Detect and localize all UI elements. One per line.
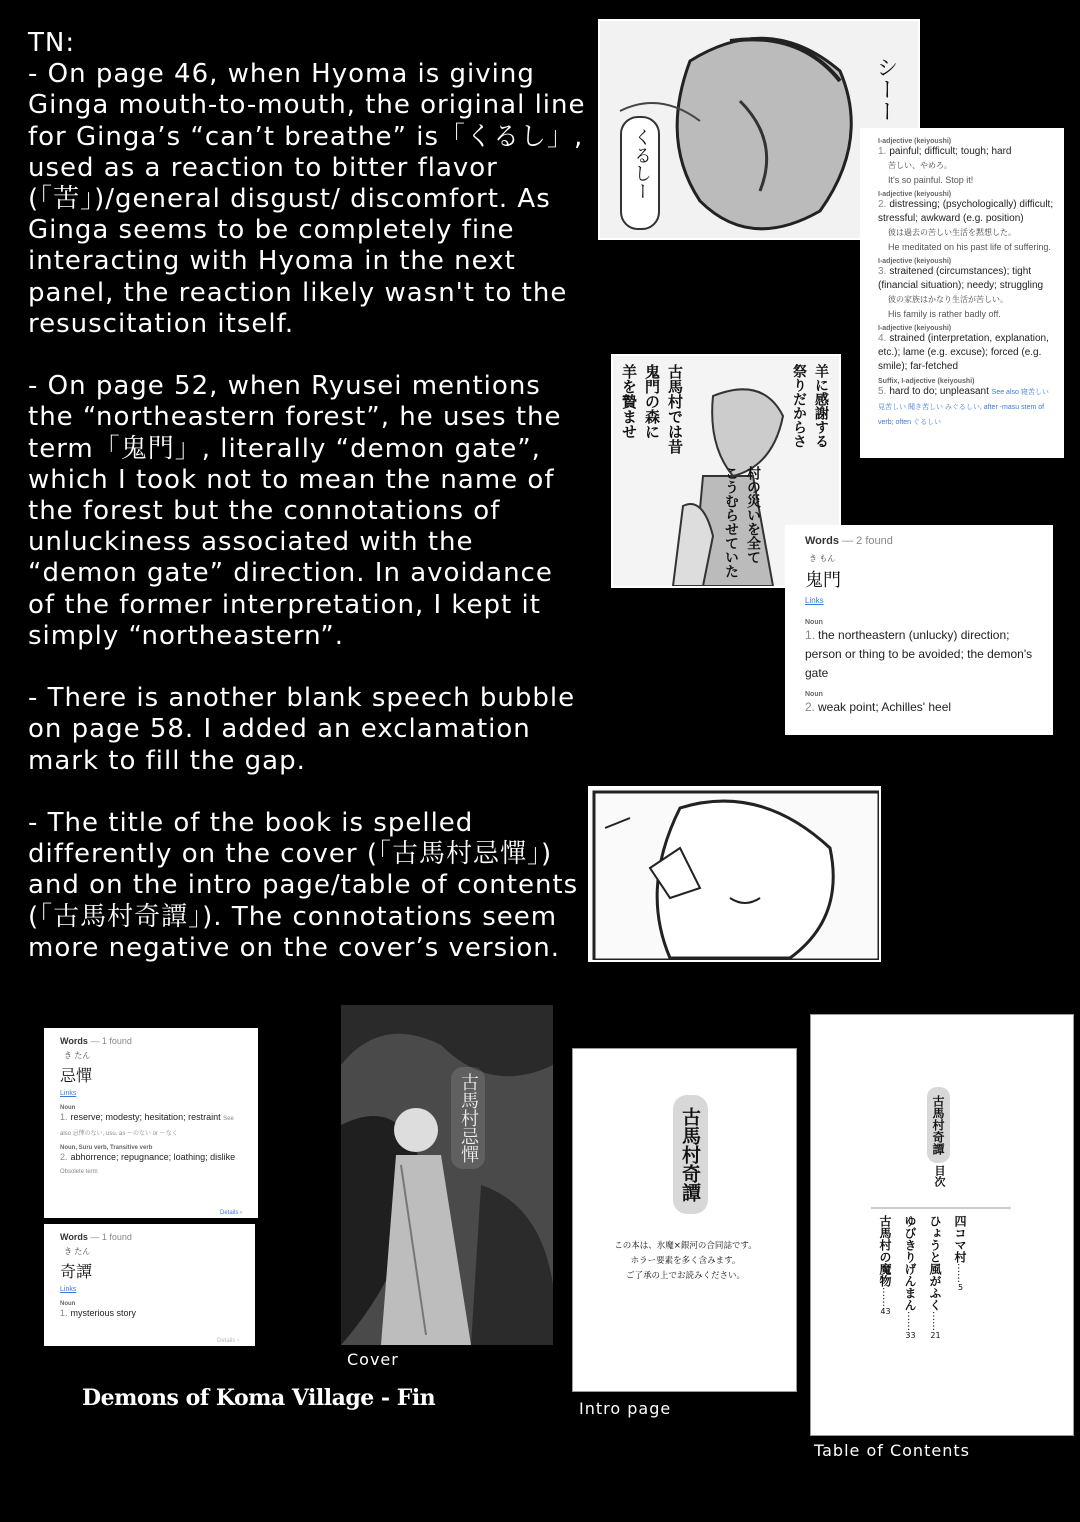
intro-caption: Intro page xyxy=(579,1399,672,1418)
definition-2: 2. distressing; (psychologically) difficult; stressful; awkward (e.g. position) xyxy=(878,199,1054,224)
narration-line: 村の災いを全て xyxy=(745,466,761,564)
narration-line: 羊を贄ませ xyxy=(620,364,638,439)
pos-label: I-adjective (keiyoushi) xyxy=(878,191,952,198)
toc-caption: Table of Contents xyxy=(814,1441,970,1460)
example-jp-2: 彼は過去の苦しい生活を黙想した。 xyxy=(888,228,1016,237)
definition-1: 1. painful; difficult; tough; hard xyxy=(878,146,1012,157)
intro-notice xyxy=(573,1239,797,1284)
definition-1: 1. mysterious story xyxy=(60,1308,137,1318)
intro-title: 古馬村奇譚 xyxy=(673,1095,708,1214)
narration-left xyxy=(619,364,686,584)
toc-subtitle: 目次 xyxy=(933,1165,946,1187)
toc-item-page: 5 xyxy=(957,1283,964,1292)
cover-title: 古馬村忌憚 xyxy=(451,1067,485,1169)
toc-dots: …… xyxy=(880,1287,891,1307)
intro-line: ホラー要素を多く含みます。 xyxy=(630,1256,741,1266)
dict-header: Words — 1 found xyxy=(60,1036,132,1046)
pos-label: Noun xyxy=(805,691,823,698)
divider xyxy=(871,1207,1011,1209)
speech-line: 祭りだからさ xyxy=(791,364,807,448)
toc-item-label: 古馬村の魔物 xyxy=(878,1215,892,1287)
tn-note-1: - On page 46, when Hyoma is giving Ginga mouth-to-mouth, the original line for Ginga’s “can’t breathe” is「くるし」, used as a reaction to bitter flavor (「苦」)/general disgust/ discomfort. As Ginga seems to be completely fine interacting with Hyoma in the next panel, the reaction likely wasn't to the resuscitation itself. xyxy=(28,59,595,339)
dict-word: 鬼門 xyxy=(805,570,841,590)
definition-1: 1. the northeastern (unlucky) direction; person or thing to be avoided; the demon's gate xyxy=(805,628,1033,680)
intro-line: この本は、氷魔×銀河の合同誌です。 xyxy=(614,1241,757,1251)
dictionary-kimon xyxy=(785,525,1053,735)
definition-5: 5. hard to do; unpleasant See also 寝苦しい 見苦しい 聞き苦しい みぐるしい, after -masu stem of verb; often ぐるしい xyxy=(878,386,1049,426)
toc-list xyxy=(877,1215,969,1340)
definition-3: 3. straitened (circumstances); tight (financial situation); needy; struggling xyxy=(878,266,1044,291)
toc-item xyxy=(927,1215,944,1340)
manga-panel-blank-bubble xyxy=(588,786,881,962)
toc-item xyxy=(902,1215,919,1340)
example-en-3: His family is rather badly off. xyxy=(888,309,1001,319)
toc-item-label: 四コマ村 xyxy=(953,1215,967,1263)
pos-label: I-adjective (keiyoushi) xyxy=(878,258,952,265)
pos-label: Noun xyxy=(60,1301,76,1307)
pos-label: Noun xyxy=(805,619,823,626)
details-link[interactable]: Details › xyxy=(219,1210,242,1216)
definition-2: 2. abhorrence; repugnance; loathing; dislike Obsolete term xyxy=(60,1152,236,1175)
example-en-1: It's so painful. Stop it! xyxy=(888,175,974,185)
definition-2: 2. weak point; Achilles' heel xyxy=(805,700,952,714)
toc-item xyxy=(877,1215,894,1340)
pos-label: I-adjective (keiyoushi) xyxy=(878,138,952,145)
tn-heading: TN: xyxy=(28,28,76,58)
definition-4: 4. strained (interpretation, explanation, etc.); lame (e.g. excuse); forced (e.g. smile); far-fetched xyxy=(878,333,1049,372)
toc-item-label: ひょうと風がふく xyxy=(928,1215,942,1311)
narration-line: 古馬村では昔 xyxy=(666,364,684,454)
intro-page xyxy=(572,1048,797,1392)
furigana: き たん xyxy=(64,1051,91,1060)
links-link[interactable]: Links xyxy=(60,1286,77,1293)
translator-notes xyxy=(28,28,595,964)
sfx-text: シーー xyxy=(873,56,898,122)
manga-art-ginga xyxy=(590,788,881,962)
dictionary-kitan-reserve xyxy=(44,1028,258,1218)
pos-label: Suffix, I-adjective (keiyoushi) xyxy=(878,378,975,385)
toc-dots: …… xyxy=(930,1311,941,1331)
toc-dots: …… xyxy=(955,1263,966,1283)
speech-line: 羊に感謝する xyxy=(813,364,829,448)
toc-item-label: ゆびきりげんまん xyxy=(903,1215,917,1311)
tn-note-2: - On page 52, when Ryusei mentions the “northeastern forest”, he uses the term「鬼門」, literally “demon gate”, which I took not to mean the name of the forest but the connotations of unluckiness associated with the “demon gate” direction. In avoidance of the former interpretation, I kept it simply “northeastern”. xyxy=(28,371,571,651)
dictionary-kitan-story xyxy=(44,1224,255,1346)
example-en-2: He meditated on his past life of suffering. xyxy=(888,242,1051,252)
cover-caption: Cover xyxy=(347,1350,399,1369)
pos-label: Noun, Suru verb, Transitive verb xyxy=(60,1145,153,1151)
speech-bubble xyxy=(620,116,660,230)
narration-line: 鬼門の森に xyxy=(643,364,661,439)
toc-dots: …… xyxy=(905,1311,916,1331)
example-jp-1: 苦しい、やめろ。 xyxy=(888,161,952,170)
narration-right xyxy=(721,466,763,578)
cover-art xyxy=(341,1005,553,1345)
dict-header: Words — 2 found xyxy=(805,535,893,547)
links-link[interactable]: Links xyxy=(60,1090,77,1097)
dict-word: 奇譚 xyxy=(60,1264,93,1281)
fin-title: Demons of Koma Village - Fin xyxy=(82,1385,436,1411)
tn-note-4: - The title of the book is spelled differently on the cover (「古馬村忌憚」) and on the intro page/table of contents (「古馬村奇譚」). The connotations seem more negative on the cover’s version. xyxy=(28,808,588,963)
toc-item-page: 43 xyxy=(880,1307,891,1316)
definition-1: 1. reserve; modesty; hesitation; restraint See also 忌憚のない, usu. as ～のない or ～なく xyxy=(60,1112,234,1137)
dict-header: Words — 1 found xyxy=(60,1232,132,1242)
bubble-text: くるしー xyxy=(631,128,652,200)
cover-image xyxy=(341,1005,553,1345)
toc-title: 古馬村奇譚 xyxy=(927,1087,950,1163)
details-link[interactable]: Details › xyxy=(216,1338,239,1344)
dictionary-kurushii xyxy=(860,128,1064,458)
narration-line: こうむらせていた xyxy=(723,466,739,578)
pos-label: I-adjective (keiyoushi) xyxy=(878,325,952,332)
intro-line: ご了承の上でお読みください。 xyxy=(625,1271,745,1281)
toc-item-page: 33 xyxy=(905,1331,916,1340)
toc-item-page: 21 xyxy=(930,1331,941,1340)
dict-word: 忌憚 xyxy=(60,1068,93,1085)
pos-label: Noun xyxy=(60,1105,76,1111)
tn-note-3: - There is another blank speech bubble on page 58. I added an exclamation mark to fill the gap. xyxy=(28,683,585,776)
toc-page xyxy=(810,1014,1074,1436)
example-jp-3: 彼の家族はかなり生活が苦しい。 xyxy=(888,295,1008,304)
furigana: き もん xyxy=(809,554,836,563)
furigana: き たん xyxy=(64,1247,91,1256)
toc-item xyxy=(952,1215,969,1340)
links-link[interactable]: Links xyxy=(805,596,824,605)
speech-right xyxy=(789,364,831,448)
